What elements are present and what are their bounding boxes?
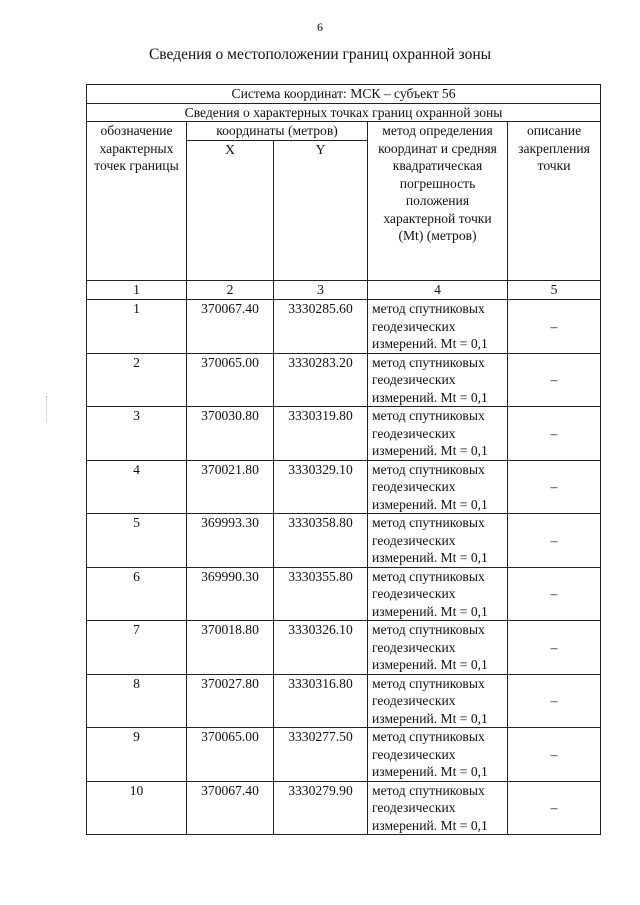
method-cell: метод спутниковых геодезических измерений. Mt = 0,1 [368, 353, 508, 407]
description-cell: – [508, 353, 601, 407]
point-number-cell: 5 [87, 514, 187, 568]
header-description: описание закрепления точки [508, 122, 601, 281]
description-cell: – [508, 728, 601, 782]
point-number-cell: 1 [87, 300, 187, 354]
system-header-row [87, 85, 601, 104]
table-row [87, 567, 601, 621]
document-title: Сведения о местоположении границ охранной зоны [148, 46, 492, 63]
point-number-cell: 9 [87, 728, 187, 782]
description-cell: – [508, 407, 601, 461]
method-cell: метод спутниковых геодезических измерений. Mt = 0,1 [368, 407, 508, 461]
point-number-cell: 7 [87, 621, 187, 675]
method-cell: метод спутниковых геодезических измерений. Mt = 0,1 [368, 728, 508, 782]
y-coordinate-cell: 3330329.10 [274, 460, 368, 514]
description-cell: – [508, 674, 601, 728]
x-coordinate-cell: 369990.30 [187, 567, 274, 621]
table-row [87, 407, 601, 461]
column-number: 2 [187, 281, 274, 300]
x-coordinate-cell: 369993.30 [187, 514, 274, 568]
column-number: 1 [87, 281, 187, 300]
boundary-points-table [86, 84, 601, 835]
method-cell: метод спутниковых геодезических измерений. Mt = 0,1 [368, 460, 508, 514]
y-coordinate-cell: 3330285.60 [274, 300, 368, 354]
x-coordinate-cell: 370027.80 [187, 674, 274, 728]
table-row [87, 514, 601, 568]
table-row [87, 460, 601, 514]
margin-mark [46, 396, 48, 422]
method-cell: метод спутниковых геодезических измерений. Mt = 0,1 [368, 621, 508, 675]
header-coordinates: координаты (метров) [187, 122, 368, 141]
y-coordinate-cell: 3330277.50 [274, 728, 368, 782]
table-row [87, 781, 601, 835]
description-cell: – [508, 460, 601, 514]
x-coordinate-cell: 370065.00 [187, 728, 274, 782]
description-cell: – [508, 567, 601, 621]
x-coordinate-cell: 370067.40 [187, 781, 274, 835]
description-cell: – [508, 781, 601, 835]
method-cell: метод спутниковых геодезических измерений. Mt = 0,1 [368, 300, 508, 354]
points-info-header: Сведения о характерных точках границ охранной зоны [87, 103, 601, 122]
x-coordinate-cell: 370018.80 [187, 621, 274, 675]
description-cell: – [508, 621, 601, 675]
y-coordinate-cell: 3330358.80 [274, 514, 368, 568]
y-coordinate-cell: 3330283.20 [274, 353, 368, 407]
table-row [87, 728, 601, 782]
point-number-cell: 6 [87, 567, 187, 621]
x-coordinate-cell: 370030.80 [187, 407, 274, 461]
header-x: X [187, 140, 274, 281]
table-row [87, 674, 601, 728]
method-cell: метод спутниковых геодезических измерений. Mt = 0,1 [368, 567, 508, 621]
method-cell: метод спутниковых геодезических измерений. Mt = 0,1 [368, 781, 508, 835]
column-header-row [87, 122, 601, 141]
header-method: метод определения координат и средняя квадратическая погрешность положения характерной точки (Mt) (метров) [368, 122, 508, 281]
point-number-cell: 8 [87, 674, 187, 728]
y-coordinate-cell: 3330316.80 [274, 674, 368, 728]
page-number: 6 [317, 20, 323, 34]
description-cell: – [508, 514, 601, 568]
y-coordinate-cell: 3330326.10 [274, 621, 368, 675]
coordinate-system-header: Система координат: МСК – субъект 56 [87, 85, 601, 104]
column-number: 4 [368, 281, 508, 300]
column-number: 3 [274, 281, 368, 300]
y-coordinate-cell: 3330355.80 [274, 567, 368, 621]
method-cell: метод спутниковых геодезических измерений. Mt = 0,1 [368, 514, 508, 568]
table-row [87, 621, 601, 675]
point-number-cell: 2 [87, 353, 187, 407]
header-designation: обозначение характерных точек границы [87, 122, 187, 281]
method-cell: метод спутниковых геодезических измерений. Mt = 0,1 [368, 674, 508, 728]
table-row [87, 353, 601, 407]
header-y: Y [274, 140, 368, 281]
column-number: 5 [508, 281, 601, 300]
x-coordinate-cell: 370065.00 [187, 353, 274, 407]
points-header-row [87, 103, 601, 122]
description-cell: – [508, 300, 601, 354]
point-number-cell: 10 [87, 781, 187, 835]
column-number-row [87, 281, 601, 300]
table-row [87, 300, 601, 354]
y-coordinate-cell: 3330279.90 [274, 781, 368, 835]
x-coordinate-cell: 370067.40 [187, 300, 274, 354]
x-coordinate-cell: 370021.80 [187, 460, 274, 514]
point-number-cell: 3 [87, 407, 187, 461]
point-number-cell: 4 [87, 460, 187, 514]
y-coordinate-cell: 3330319.80 [274, 407, 368, 461]
